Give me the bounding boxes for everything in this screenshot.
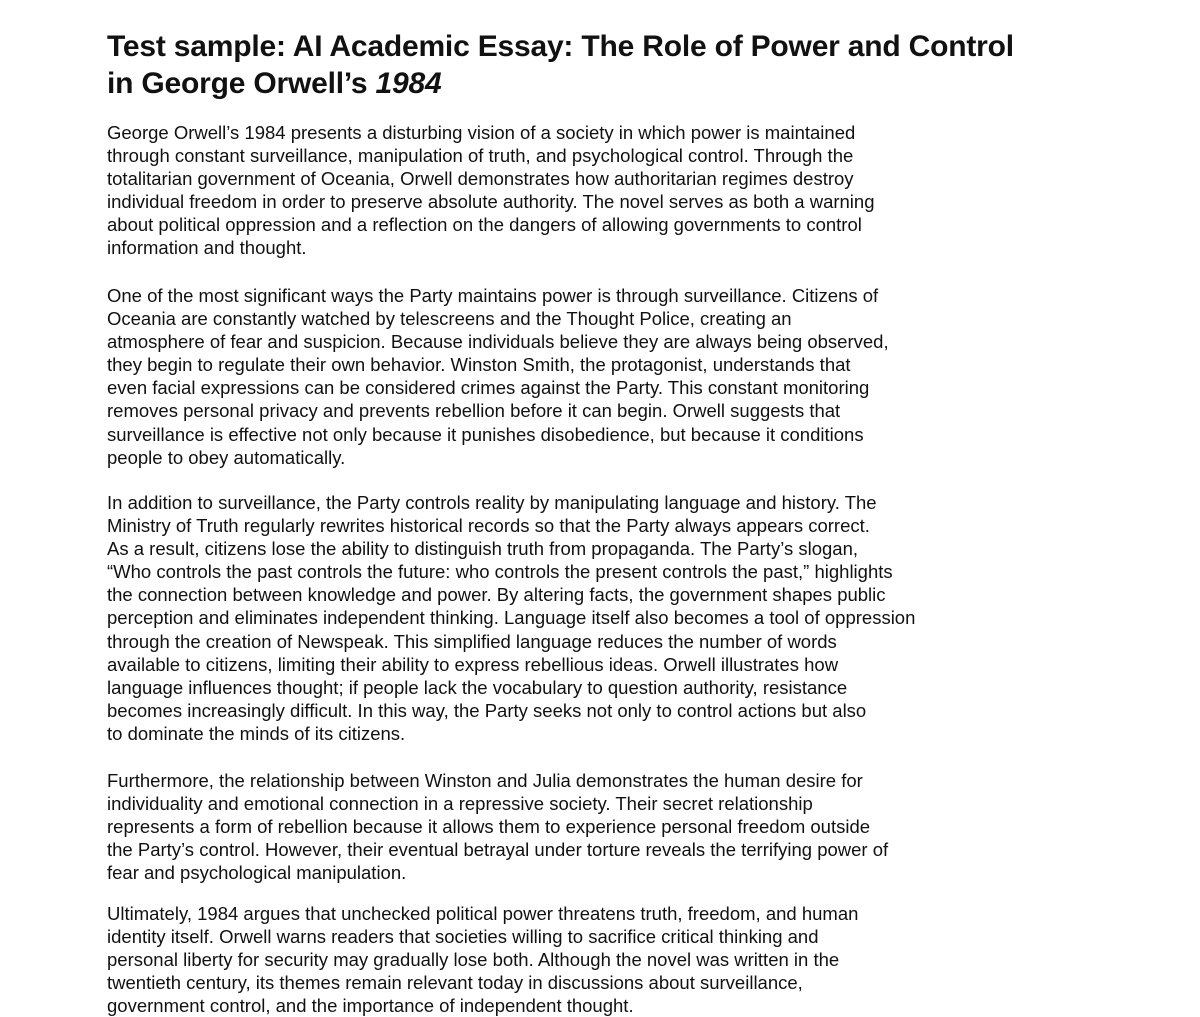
text-line: Ministry of Truth regularly rewrites historical records so that the Party always appears correct. [107, 515, 870, 537]
text-line: “Who controls the past controls the future: who controls the present controls the past,” highlights [107, 561, 893, 583]
text-line: Furthermore, the relationship between Winston and Julia demonstrates the human desire for [107, 770, 863, 791]
text-line: removes personal privacy and prevents rebellion before it can begin. Orwell suggests that [107, 400, 841, 422]
text-line: identity itself. Orwell warns readers that societies willing to sacrifice critical thinking and [107, 926, 819, 948]
text-line: individuality and emotional connection in a repressive society. Their secret relationship [107, 793, 813, 815]
text-line: they begin to regulate their own behavior. Winston Smith, the protagonist, understands that [107, 354, 851, 376]
paragraph-surveillance [107, 284, 889, 469]
text-line: atmosphere of fear and suspicion. Because individuals believe they are always being observed, [107, 331, 889, 353]
text-line: the connection between knowledge and power. By altering facts, the government shapes public [107, 584, 886, 606]
essay-title [107, 28, 1107, 102]
text-line: people to obey automatically. [107, 446, 346, 468]
essay-title-line-2-prefix: in George Orwell’s [107, 67, 376, 100]
text-line: information and thought. [107, 237, 307, 259]
text-line: perception and eliminates independent thinking. Language itself also becomes a tool of oppression [107, 607, 916, 629]
text-line: In addition to surveillance, the Party controls reality by manipulating language and history. The [107, 492, 877, 513]
text-line: available to citizens, limiting their ability to express rebellious ideas. Orwell illustrates how [107, 653, 839, 675]
text-line: becomes increasingly difficult. In this way, the Party seeks not only to control actions but also [107, 699, 867, 721]
essay-title-line-1: Test sample: AI Academic Essay: The Role of Power and Control [107, 30, 1014, 63]
text-line: George Orwell’s 1984 presents a disturbing vision of a society in which power is maintained [107, 122, 856, 143]
text-line: government control, and the importance of independent thought. [107, 995, 634, 1017]
paragraph-introduction [107, 121, 875, 260]
paragraph-language-history [107, 491, 915, 745]
text-line: about political oppression and a reflection on the dangers of allowing governments to control [107, 214, 862, 236]
paragraph-winston-julia [107, 769, 888, 884]
text-line: the Party’s control. However, their eventual betrayal under torture reveals the terrifying power of [107, 839, 889, 861]
text-line: One of the most significant ways the Party maintains power is through surveillance. Citizens of [107, 285, 879, 306]
text-line: personal liberty for security may gradually lose both. Although the novel was written in the [107, 949, 840, 971]
text-line: Oceania are constantly watched by telescreens and the Thought Police, creating an [107, 308, 792, 330]
text-line: fear and psychological manipulation. [107, 862, 407, 884]
text-line: represents a form of rebellion because it allows them to experience personal freedom outside [107, 816, 871, 838]
essay-title-line-2-italic: 1984 [375, 67, 442, 100]
text-line: individual freedom in order to preserve absolute authority. The novel serves as both a warning [107, 191, 875, 213]
text-line: Ultimately, 1984 argues that unchecked political power threatens truth, freedom, and human [107, 903, 859, 924]
paragraph-conclusion [107, 902, 858, 1017]
text-line: through constant surveillance, manipulation of truth, and psychological control. Through the [107, 145, 854, 167]
text-line: As a result, citizens lose the ability to distinguish truth from propaganda. The Party’s slogan, [107, 538, 859, 560]
essay-page [107, 28, 1107, 1017]
text-line: through the creation of Newspeak. This simplified language reduces the number of words [107, 630, 837, 652]
text-line: surveillance is effective not only because it punishes disobedience, but because it conditions [107, 423, 864, 445]
text-line: language influences thought; if people lack the vocabulary to question authority, resistance [107, 676, 848, 698]
text-line: even facial expressions can be considered crimes against the Party. This constant monitoring [107, 377, 870, 399]
text-line: to dominate the minds of its citizens. [107, 722, 406, 744]
text-line: twentieth century, its themes remain relevant today in discussions about surveillance, [107, 972, 803, 994]
text-line: totalitarian government of Oceania, Orwell demonstrates how authoritarian regimes destroy [107, 168, 854, 190]
